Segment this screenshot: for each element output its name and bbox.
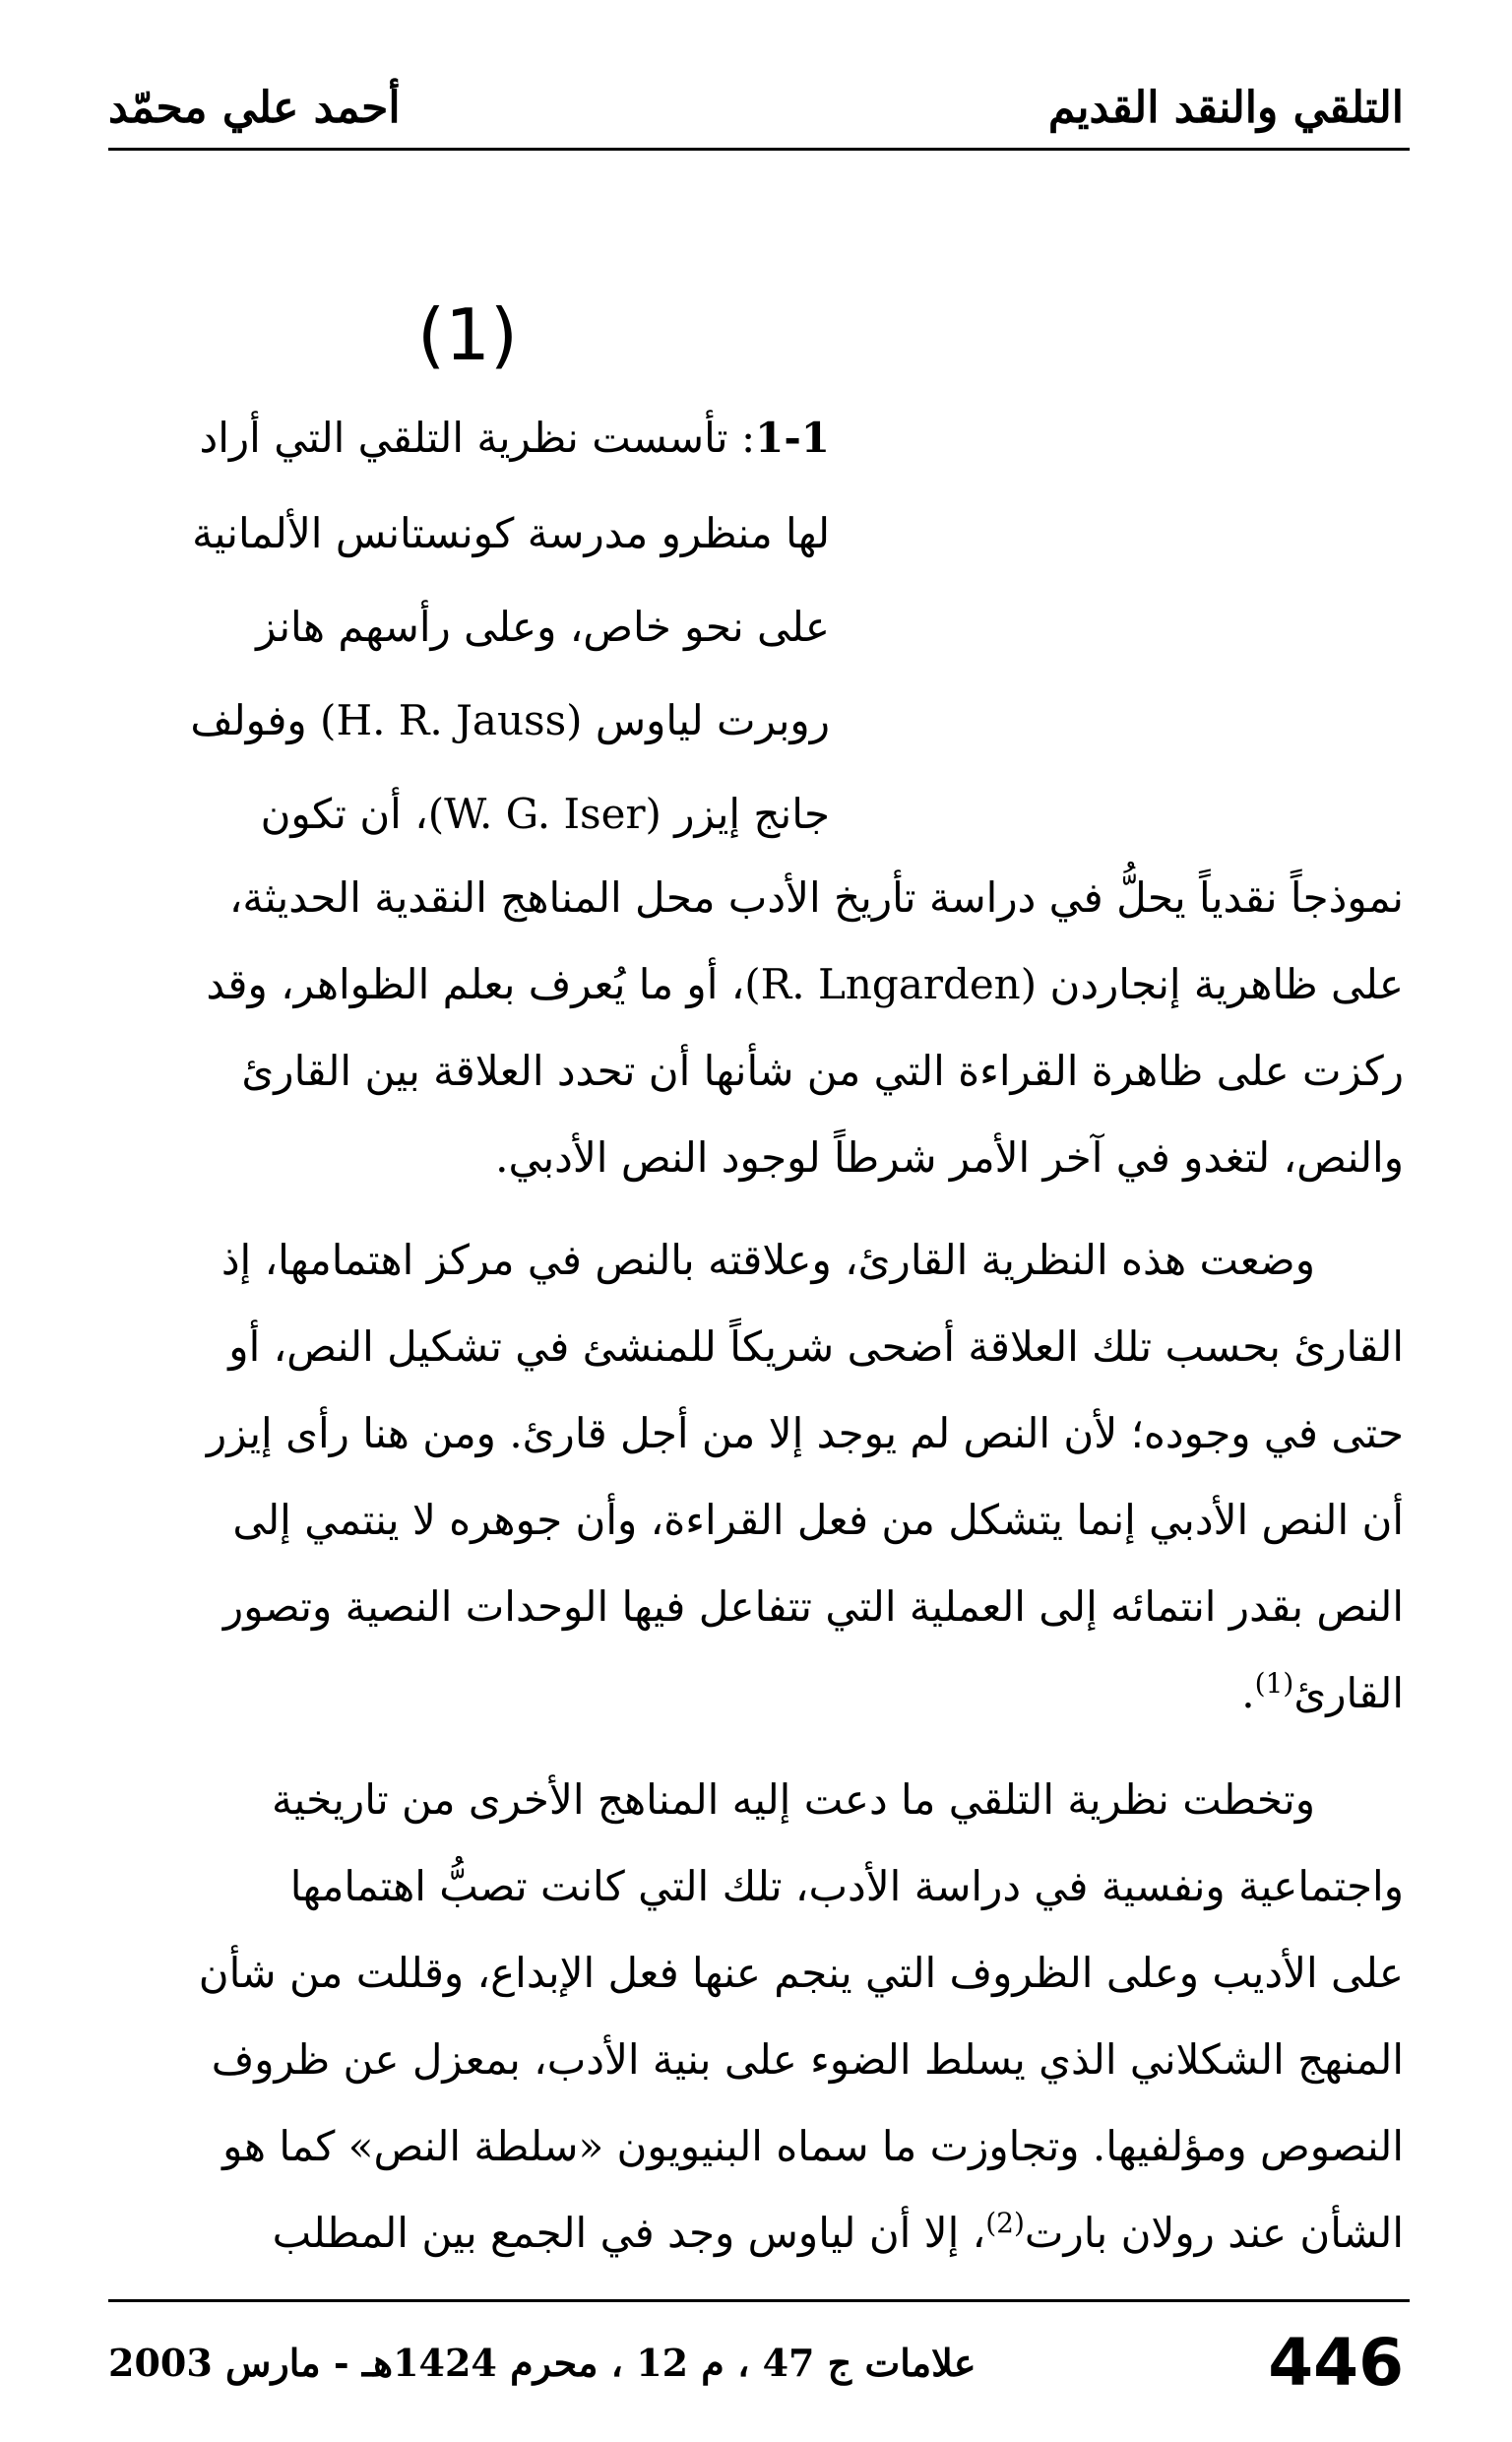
paragraph-2-line-4: أن النص الأدبي إنما يتشكل من فعل القراءة، وأن جوهره لا ينتمي إلى (232, 1496, 1404, 1544)
footnote-reference: (1) (1254, 1667, 1294, 1700)
header-rule (108, 148, 1410, 151)
paragraph-1-line-2: لها منظرو مدرسة كونستانس الألمانية (192, 509, 830, 557)
paragraph-3-line-6 (273, 2194, 1404, 2273)
footnote-reference: (2) (985, 2207, 1025, 2239)
paragraph-number: 1-1 (755, 414, 830, 462)
paragraph-line-end: . (1241, 1669, 1255, 1717)
journal-citation: علامات ج 47 ، م 12 ، محرم 1424هـ - مارس 2003 (108, 2341, 976, 2385)
paragraph-2-line-3: حتى في وجوده؛ لأن النص لم يوجد إلا من أجل قارئ. ومن هنا رأى إيزر (206, 1409, 1404, 1457)
paragraph-3-line-4: المنهج الشكلاني الذي يسلط الضوء على بنية الأدب، بمعزل عن ظروف (211, 2035, 1404, 2084)
paragraph-line-text: : تأسست نظرية التلقي التي أراد (199, 414, 756, 462)
paragraph-2-line-5: النص بقدر انتمائه إلى العملية التي تتفاعل فيها الوحدات النصية وتصور (222, 1582, 1404, 1631)
paragraph-1-line-1 (200, 399, 830, 478)
paragraph-3-line-3: على الأديب وعلى الظروف التي ينجم عنها فعل الإبداع، وقللت من شأن (198, 1949, 1404, 1997)
paragraph-3-line-1: وتخطت نظرية التلقي ما دعت إليه المناهج الأخرى من تاريخية (271, 1775, 1315, 1824)
paragraph-1-line-8: ركزت على ظاهرة القراءة التي من شأنها أن تحدد العلاقة بين القارئ (241, 1047, 1404, 1095)
paragraph-3-line-2: واجتماعية ونفسية في دراسة الأدب، تلك التي كانت تصبُّ اهتمامها (289, 1862, 1404, 1910)
running-header-title: التلقي والنقد القديم (1047, 83, 1404, 133)
paragraph-line-text: القارئ (1293, 1669, 1404, 1717)
paragraph-1-line-4: روبرت لياوس (H. R. Jauss) وفولف (190, 696, 830, 744)
running-header-author: أحمد علي محمّد (108, 83, 401, 133)
paragraph-1-line-7: على ظاهرية إنجاردن (R. Lngarden)، أو ما يُعرف بعلم الظواهر، وقد (206, 960, 1404, 1008)
paragraph-1-line-9: والنص، لتغدو في آخر الأمر شرطاً لوجود النص الأدبي. (495, 1133, 1404, 1182)
paragraph-line-text: الشأن عند رولان بارت (1024, 2209, 1404, 2257)
paragraph-1-line-3: على نحو خاص، وعلى رأسهم هانز (256, 603, 830, 651)
paragraph-2-line-2: القارئ بحسب تلك العلاقة أضحى شريكاً للمنشئ في تشكيل النص، أو (228, 1322, 1404, 1371)
footer-rule (108, 2299, 1410, 2302)
paragraph-3-line-5: النصوص ومؤلفيها. وتجاوزت ما سماه البنيويون «سلطة النص» كما هو (222, 2122, 1404, 2170)
paragraph-2-line-1: وضعت هذه النظرية القارئ، وعلاقته بالنص في مركز اهتمامها، إذ (220, 1236, 1315, 1284)
paragraph-1-line-5: جانج إيزر (W. G. Iser)، أن تكون (260, 790, 830, 838)
paragraph-2-line-6 (1241, 1654, 1404, 1733)
section-number: (1) (417, 293, 518, 376)
paragraph-line-end: ، إلا أن لياوس وجد في الجمع بين المطلب (272, 2209, 986, 2257)
paragraph-1-line-6: نموذجاً نقدياً يحلُّ في دراسة تأريخ الأدب محل المناهج النقدية الحديثة، (228, 873, 1404, 922)
page-number: 446 (1268, 2325, 1404, 2401)
